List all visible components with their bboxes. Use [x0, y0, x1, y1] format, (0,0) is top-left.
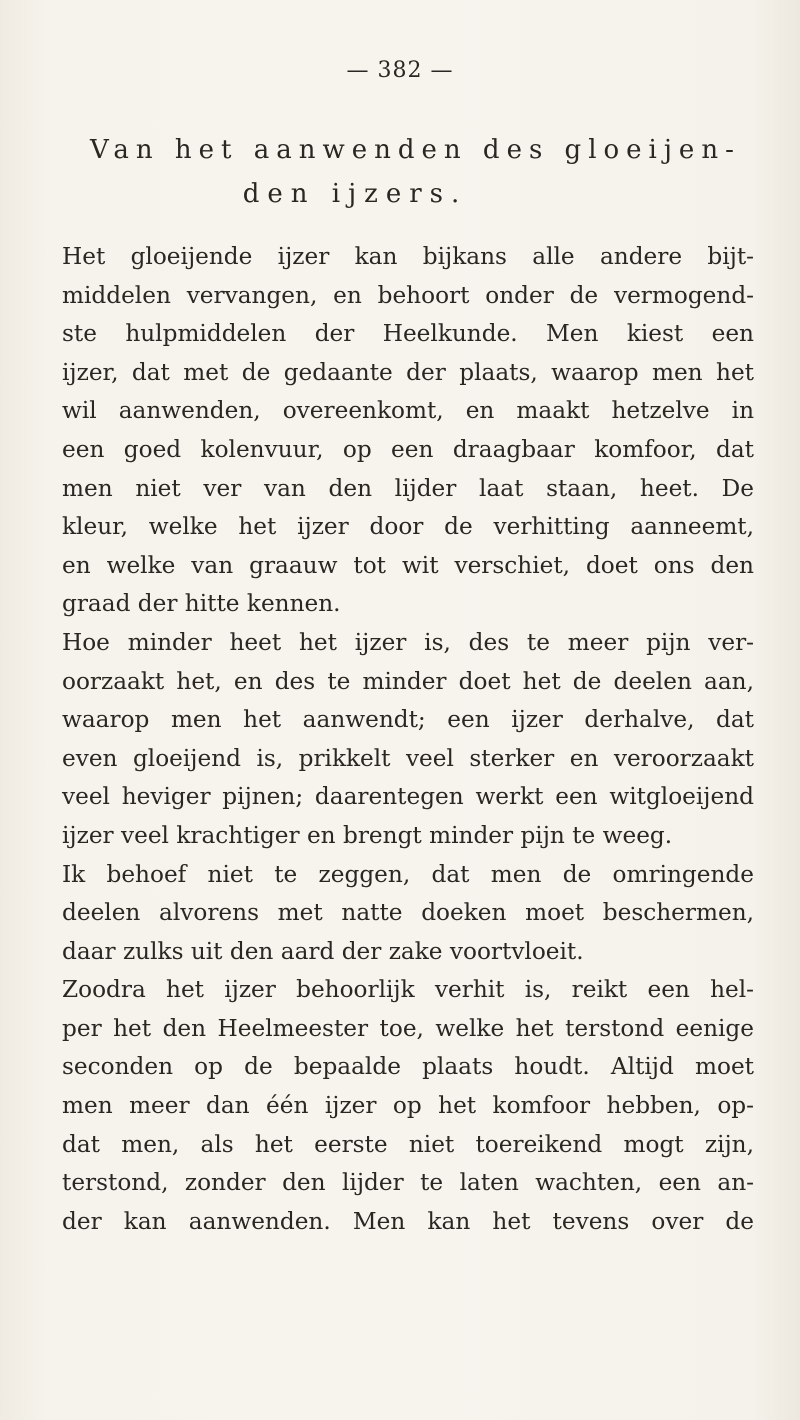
text-line: Ik behoef niet te zeggen, dat men de omringende: [62, 860, 754, 888]
section-heading: [90, 128, 741, 216]
text-line: een goed kolenvuur, op een draagbaar komfoor, dat: [62, 435, 754, 463]
body-text: [62, 238, 754, 1241]
text-line: ijzer, dat met de gedaante der plaats, waarop men het: [62, 358, 754, 386]
text-line: dat men, als het eerste niet toereikend mogt zijn,: [62, 1130, 754, 1158]
text-line: kleur, welke het ijzer door de verhitting aanneemt,: [62, 513, 754, 541]
text-line: waarop men het aanwendt; een ijzer derhalve, dat: [62, 706, 754, 734]
text-line: ijzer veel krachtiger en brengt minder pijn te weeg.: [62, 821, 673, 849]
text-line: seconden op de bepaalde plaats houdt. Altijd moet: [62, 1053, 754, 1081]
text-line: middelen vervangen, en behoort onder de vermogend-: [62, 281, 754, 309]
text-line: en welke van graauw tot wit verschiet, doet ons den: [62, 551, 754, 579]
text-line: oorzaakt het, en des te minder doet het de deelen aan,: [62, 667, 754, 695]
text-line: Het gloeijende ijzer kan bijkans alle andere bijt-: [62, 243, 754, 270]
text-line: daar zulks uit den aard der zake voortvloeit.: [62, 937, 584, 965]
text-line: per het den Heelmeester toe, welke het terstond eenige: [62, 1014, 754, 1042]
text-line: der kan aanwenden. Men kan het tevens over de: [62, 1207, 754, 1235]
text-line: ste hulpmiddelen der Heelkunde. Men kiest een: [62, 320, 754, 348]
page-number: — 382 —: [346, 58, 454, 83]
text-line: men niet ver van den lijder laat staan, heet. De: [62, 474, 754, 502]
text-line: veel heviger pijnen; daarentegen werkt een witgloeijend: [62, 783, 754, 811]
heading-line-2: den ijzers.: [242, 179, 468, 209]
text-line: Hoe minder heet het ijzer is, des te meer pijn ver-: [62, 628, 754, 656]
heading-line-1: Van het aanwenden des gloeijen-: [90, 135, 741, 165]
text-line: wil aanwenden, overeenkomt, en maakt hetzelve in: [62, 397, 754, 425]
text-line: men meer dan één ijzer op het komfoor hebben, op-: [62, 1092, 754, 1120]
text-line: deelen alvorens met natte doeken moet beschermen,: [62, 899, 754, 927]
text-line: terstond, zonder den lijder te laten wachten, een an-: [62, 1169, 754, 1197]
text-line: even gloeijend is, prikkelt veel sterker en veroorzaakt: [62, 744, 754, 772]
text-line: graad der hitte kennen.: [62, 590, 341, 618]
text-line: Zoodra het ijzer behoorlijk verhit is, reikt een hel-: [62, 976, 754, 1004]
